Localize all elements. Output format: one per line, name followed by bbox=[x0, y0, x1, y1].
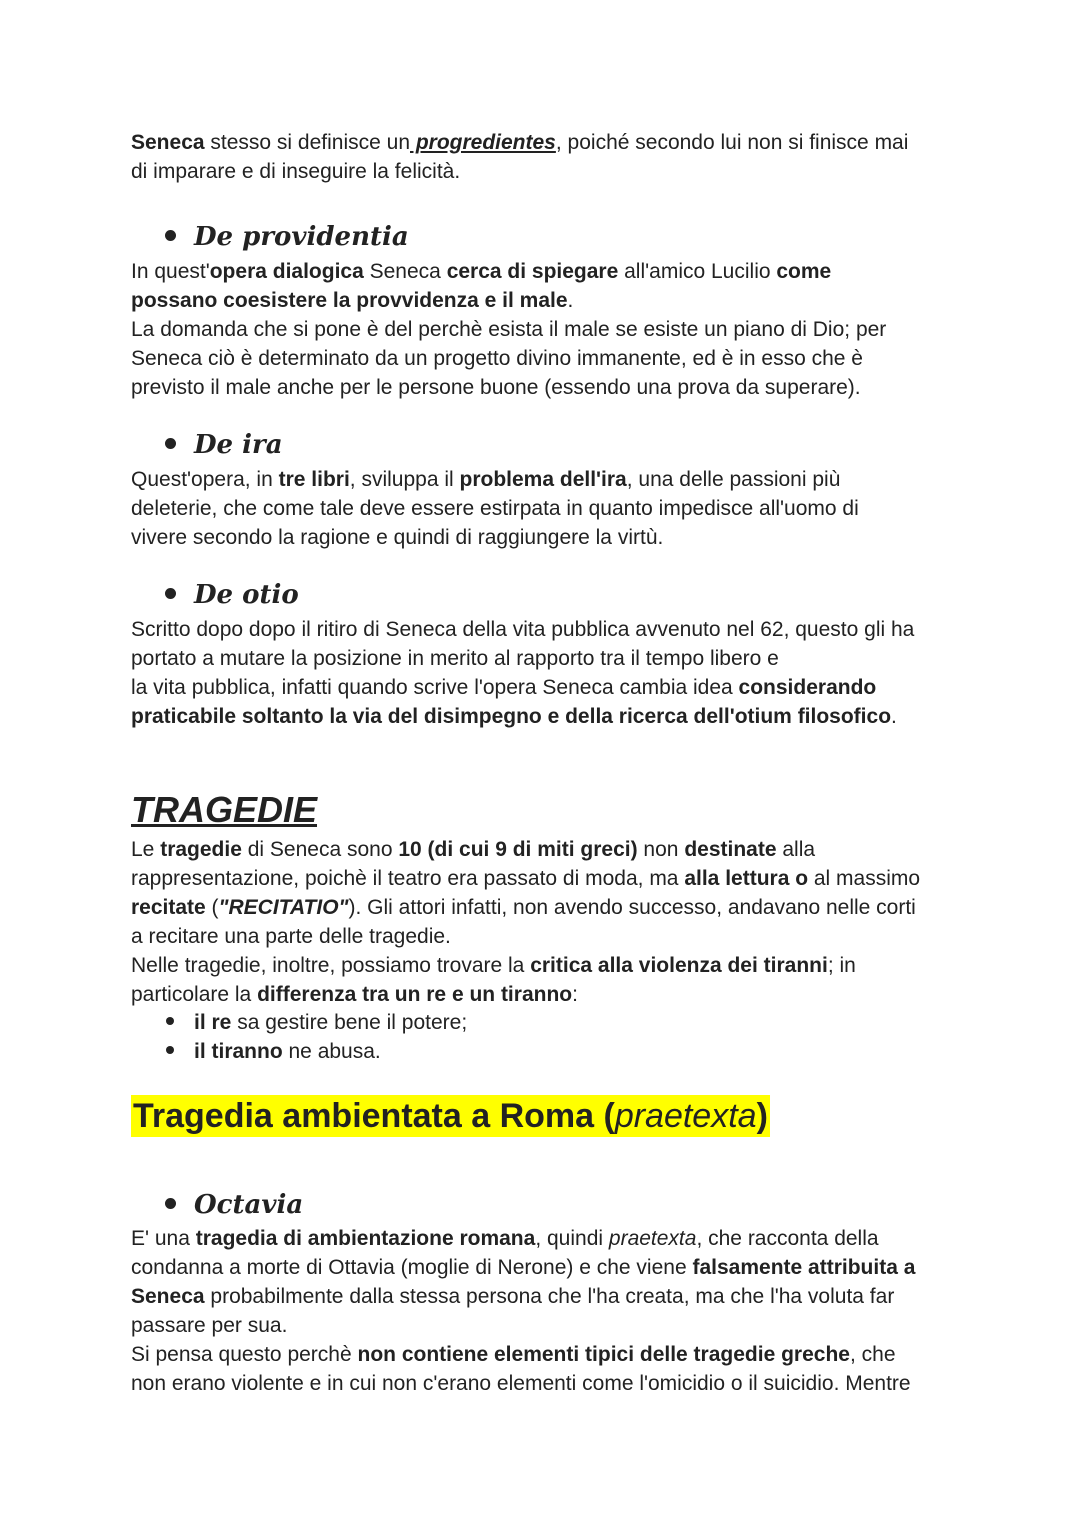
term-progredientes: progredientes bbox=[410, 131, 556, 154]
octavia-paragraph bbox=[131, 1224, 961, 1398]
text-run: , una delle passioni più bbox=[626, 468, 841, 491]
text-run: ne abusa. bbox=[282, 1040, 381, 1063]
text-run: ; in bbox=[827, 954, 856, 977]
text-run: La domanda che si pone è del perchè esista il male se esiste un piano di Dio; per bbox=[131, 318, 887, 341]
otio-paragraph bbox=[131, 615, 961, 731]
text-run: , che bbox=[849, 1343, 896, 1366]
ira-paragraph bbox=[131, 465, 961, 552]
text-run: : bbox=[572, 983, 578, 1006]
text-run: . bbox=[567, 289, 574, 312]
text-run: E' una bbox=[131, 1227, 196, 1250]
text-run: come bbox=[776, 260, 832, 283]
text-run: cerca di spiegare bbox=[446, 260, 619, 283]
text-run: Seneca bbox=[131, 1285, 205, 1308]
heading-de-providentia bbox=[165, 220, 409, 254]
text-run: 10 (di cui 9 di miti greci) bbox=[398, 838, 638, 861]
text-run: Seneca ciò è determinato da un progetto divino immanente, ed è in esso che è bbox=[131, 347, 863, 370]
text-run: De otio bbox=[194, 580, 299, 610]
text-run: vivere secondo la ragione e quindi di raggiungere la virtù. bbox=[131, 526, 664, 549]
text-run: particolare la bbox=[131, 983, 258, 1006]
heading-de-ira bbox=[165, 428, 283, 462]
heading-tragedie: TRAGEDIE bbox=[131, 789, 318, 830]
bullet-icon bbox=[165, 438, 176, 449]
text-run: di Seneca sono bbox=[241, 838, 399, 861]
tragedie-paragraph bbox=[131, 835, 961, 1009]
text-run: deleterie, che come tale deve essere estirpata in quanto impedisce all'uomo di bbox=[131, 497, 859, 520]
text-run: a recitare una parte delle tragedie. bbox=[131, 925, 451, 948]
list-item bbox=[166, 1037, 467, 1066]
text: , poiché secondo lui non si finisce mai bbox=[555, 131, 909, 154]
text-run: non erano violente e in cui non c'erano elementi come l'omicidio o il suicidio. Mentre bbox=[131, 1372, 911, 1395]
text-run: Tragedia ambientata a Roma ( bbox=[133, 1097, 615, 1135]
text-run: previsto il male anche per le persone buone (essendo una prova da superare). bbox=[131, 376, 861, 399]
providentia-paragraph bbox=[131, 257, 961, 402]
bullet-icon bbox=[166, 1017, 174, 1025]
heading-octavia bbox=[165, 1188, 303, 1222]
text-run: problema dell'ira bbox=[459, 468, 627, 491]
text: stesso si definisce un bbox=[204, 131, 410, 154]
text-run: De providentia bbox=[194, 222, 409, 252]
text-run: probabilmente dalla stessa persona che l'ha creata, ma che l'ha voluta far bbox=[204, 1285, 895, 1308]
text-run: , quindi bbox=[535, 1227, 609, 1250]
bullet-icon bbox=[165, 230, 176, 241]
bullet-icon bbox=[165, 588, 176, 599]
text-run: portato a mutare la posizione in merito al rapporto tra il tempo libero e bbox=[131, 647, 779, 670]
text-run: critica alla violenza dei tiranni bbox=[530, 954, 828, 977]
text-run: Si pensa questo perchè bbox=[131, 1343, 358, 1366]
text-run: Le bbox=[131, 838, 161, 861]
text-run: De ira bbox=[194, 430, 283, 460]
text-run: alla bbox=[776, 838, 816, 861]
heading-tragedia-roma bbox=[131, 1095, 770, 1137]
text-run: tre libri bbox=[278, 468, 350, 491]
text-run: praetexta bbox=[614, 1097, 757, 1135]
intro-paragraph bbox=[131, 128, 961, 186]
text-run: sa gestire bene il potere; bbox=[231, 1011, 468, 1034]
bullet-icon bbox=[165, 1198, 176, 1209]
king-tyrant-list bbox=[166, 1008, 467, 1066]
list-item bbox=[166, 1008, 467, 1037]
text-run: al massimo bbox=[808, 867, 921, 890]
text-run: , che racconta della bbox=[696, 1227, 879, 1250]
text-run: all'amico Lucilio bbox=[618, 260, 777, 283]
text-run: il re bbox=[194, 1011, 232, 1034]
text-run: . bbox=[891, 705, 897, 728]
text-run: recitate bbox=[131, 896, 206, 919]
text-run: non contiene elementi tipici delle tragedie greche bbox=[357, 1343, 850, 1366]
text-run: Octavia bbox=[194, 1190, 304, 1220]
text-run: considerando bbox=[738, 676, 877, 699]
text-run: ( bbox=[205, 896, 219, 919]
text-run: Nelle tragedie, inoltre, possiamo trovare la bbox=[131, 954, 531, 977]
text-run: Quest'opera, in bbox=[131, 468, 279, 491]
text-run: Scritto dopo dopo il ritiro di Seneca della vita pubblica avvenuto nel 62, questo gli ha bbox=[131, 618, 915, 641]
text-run: passare per sua. bbox=[131, 1314, 288, 1337]
text-run: alla lettura o bbox=[684, 867, 809, 890]
text-run: la vita pubblica, infatti quando scrive l'opera Seneca cambia idea bbox=[131, 676, 739, 699]
text-run: "RECITATIO" bbox=[218, 896, 349, 919]
text-run: ). Gli attori infatti, non avendo successo, andavano nelle corti bbox=[348, 896, 916, 919]
text-run: falsamente attribuita a bbox=[692, 1256, 916, 1279]
text-run: tragedia di ambientazione romana bbox=[195, 1227, 536, 1250]
bullet-icon bbox=[166, 1046, 174, 1054]
text-run: rappresentazione, poichè il teatro era passato di moda, ma bbox=[131, 867, 685, 890]
bold-text: Seneca bbox=[131, 131, 205, 154]
text: di imparare e di inseguire la felicità. bbox=[131, 160, 461, 183]
text-run: non bbox=[637, 838, 685, 861]
text-run: destinate bbox=[684, 838, 777, 861]
text-run: tragedie bbox=[160, 838, 242, 861]
heading-de-otio bbox=[165, 578, 299, 612]
text-run: praticabile soltanto la via del disimpegno e della ricerca dell'otium filosofico bbox=[131, 705, 892, 728]
text-run: possano coesistere la provvidenza e il male bbox=[131, 289, 568, 312]
text-run: il tiranno bbox=[194, 1040, 283, 1063]
text-run: , sviluppa il bbox=[349, 468, 460, 491]
text-run: In quest' bbox=[131, 260, 210, 283]
text-run: ) bbox=[756, 1097, 768, 1135]
text-run: opera dialogica bbox=[209, 260, 364, 283]
text-run: praetexta bbox=[608, 1227, 697, 1250]
text-run: Seneca bbox=[363, 260, 447, 283]
text-run: differenza tra un re e un tiranno bbox=[257, 983, 573, 1006]
text-run: condanna a morte di Ottavia (moglie di Nerone) e che viene bbox=[131, 1256, 693, 1279]
